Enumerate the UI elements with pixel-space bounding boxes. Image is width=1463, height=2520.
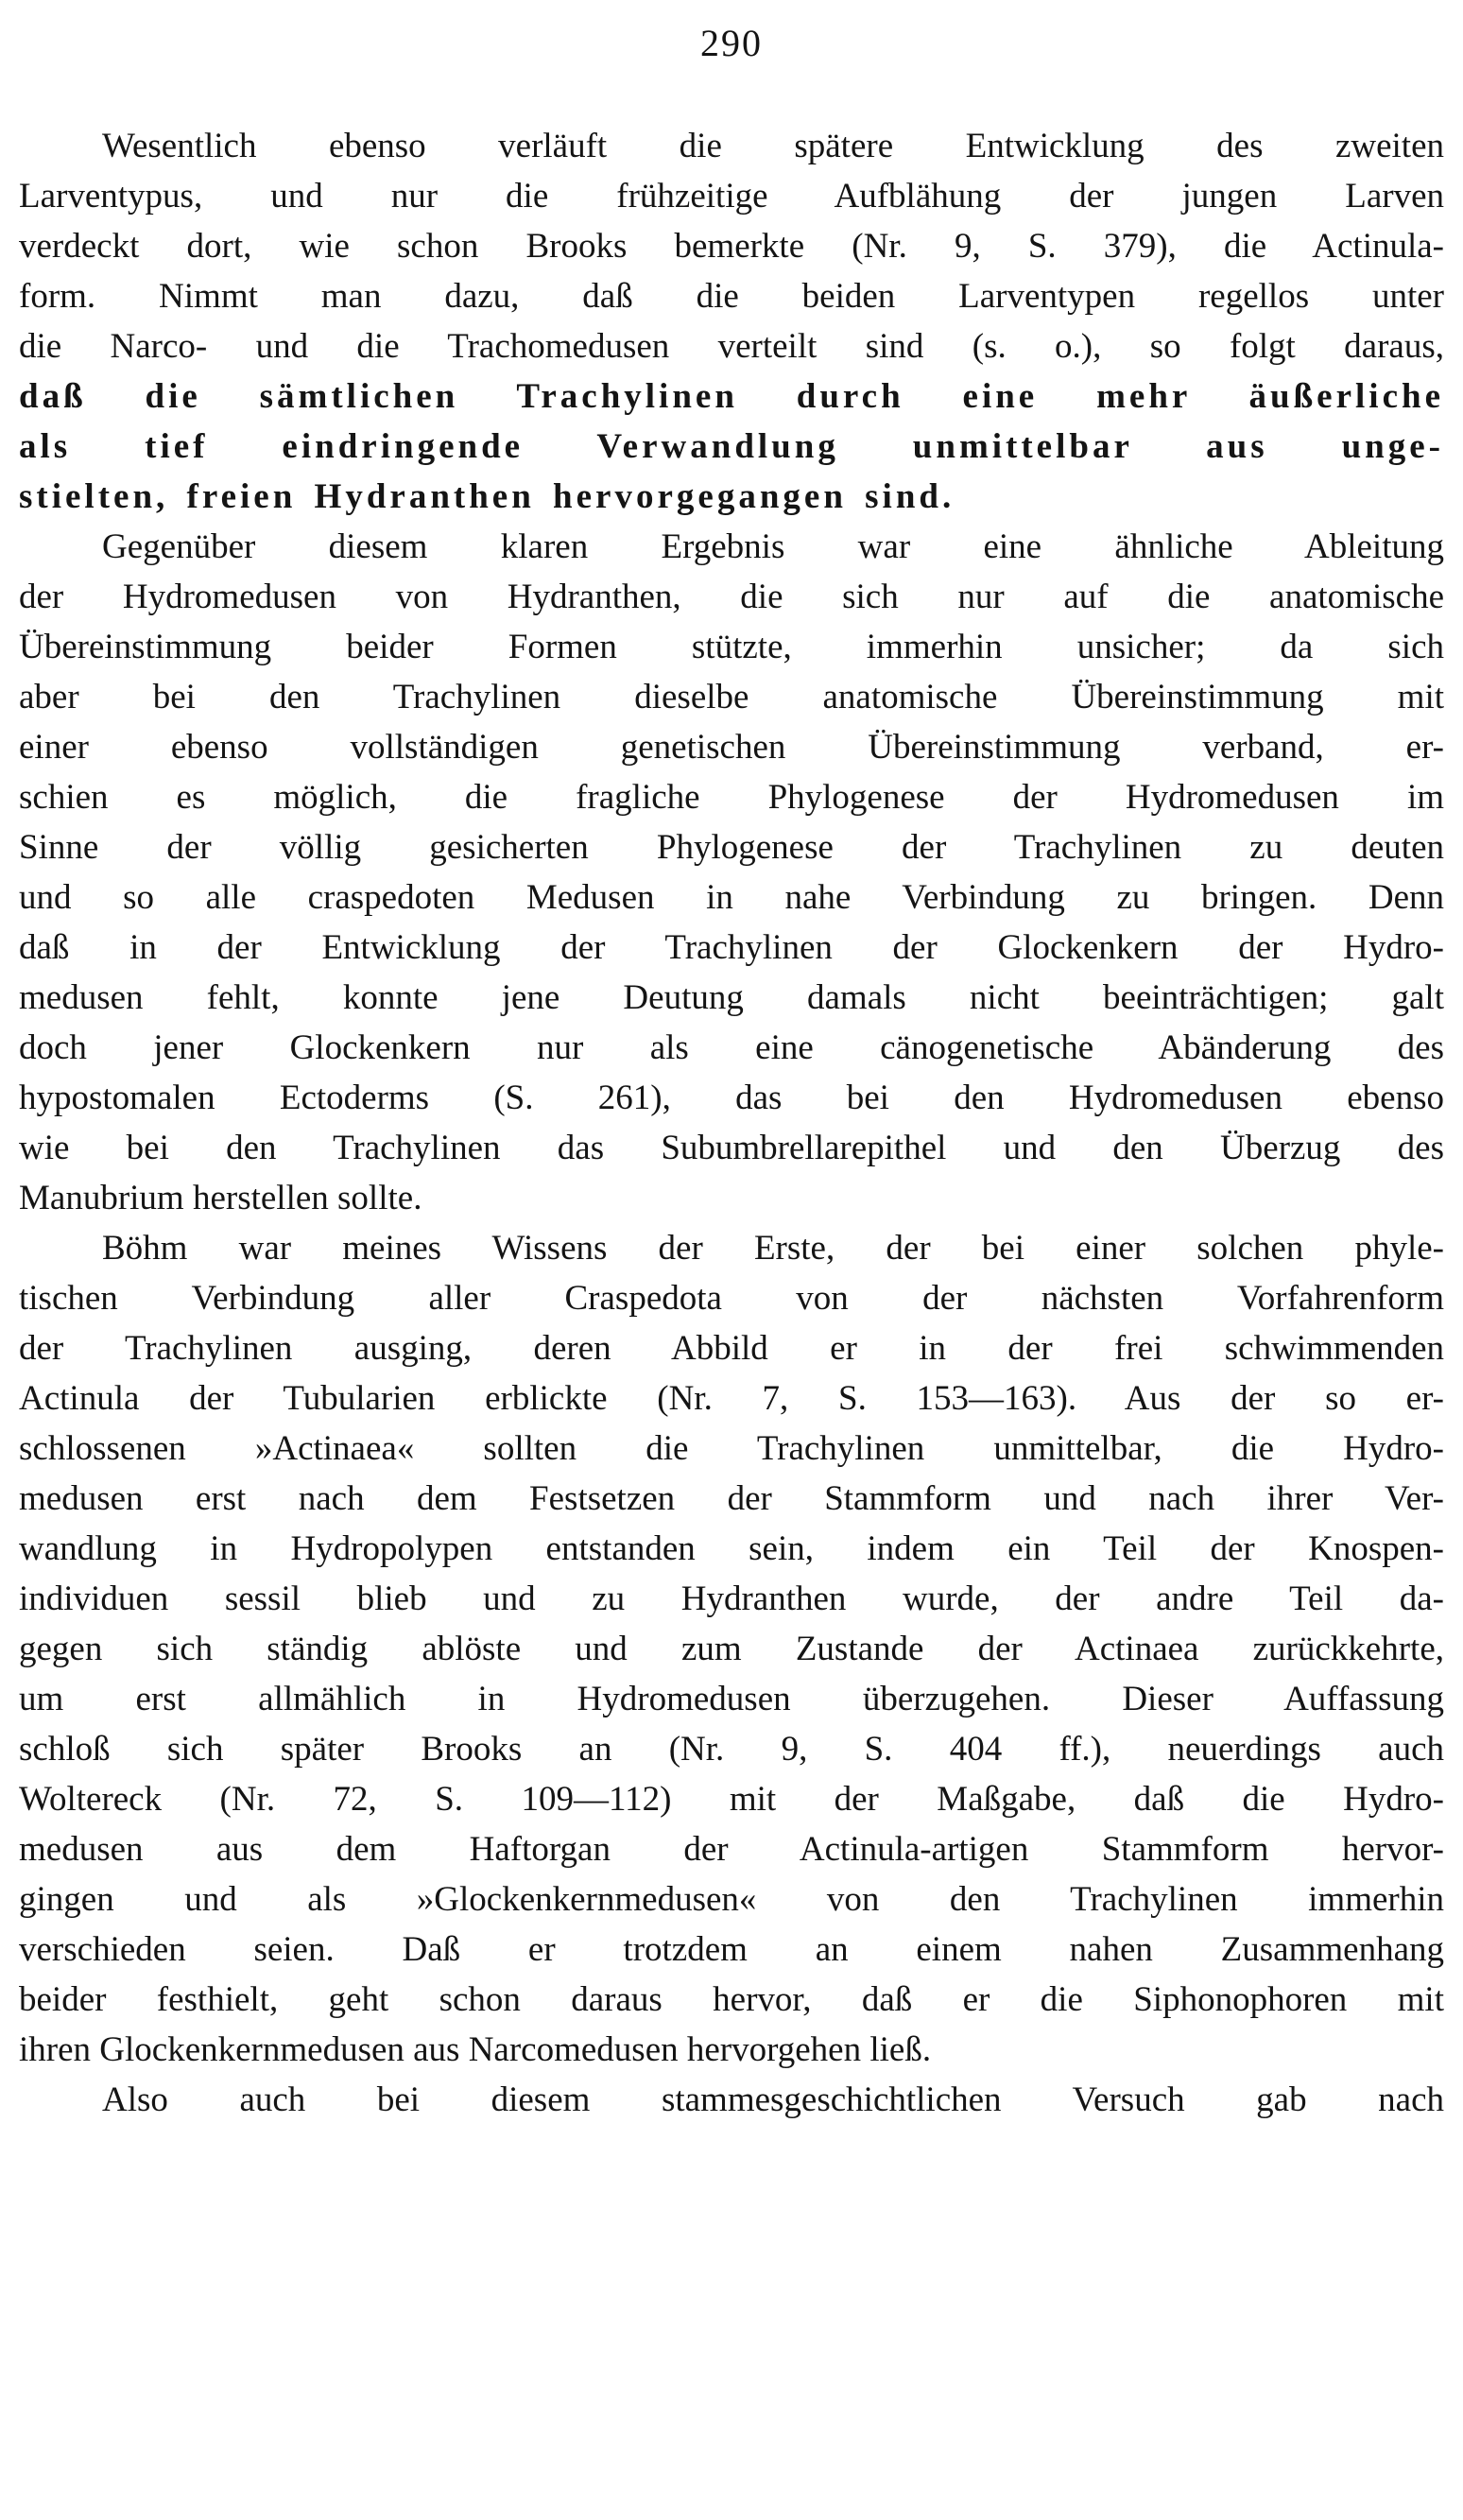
text-line: hypostomalen Ectoderms (S. 261), das bei den Hydromedusen ebenso bbox=[19, 1079, 1444, 1117]
text-line: schlossenen »Actinaea« sollten die Trachylinen unmittelbar, die Hydro- bbox=[19, 1429, 1444, 1468]
text-line: daß in der Entwicklung der Trachylinen der Glockenkern der Hydro- bbox=[19, 928, 1444, 967]
page-number: 290 bbox=[700, 22, 763, 64]
text-line: gingen und als »Glockenkernmedusen« von den Trachylinen immerhin bbox=[19, 1880, 1444, 1919]
text-line: um erst allmählich in Hydromedusen überzugehen. Dieser Auffassung bbox=[19, 1680, 1444, 1718]
text-line: wie bei den Trachylinen das Subumbrellarepithel und den Überzug des bbox=[19, 1129, 1444, 1167]
text-line: ihren Glockenkernmedusen aus Narcomedusen hervorgehen ließ. bbox=[19, 2030, 932, 2069]
emphasized-line: als tief eindringende Verwandlung unmittelbar aus unge- bbox=[19, 427, 1444, 466]
text-line: Woltereck (Nr. 72, S. 109—112) mit der Maßgabe, daß die Hydro- bbox=[19, 1780, 1444, 1819]
body-text bbox=[19, 121, 1444, 2125]
text-line: die Narco- und die Trachomedusen verteilt sind (s. o.), so folgt daraus, bbox=[19, 327, 1444, 366]
text-line: Actinula der Tubularien erblickte (Nr. 7, S. 153—163). Aus der so er- bbox=[19, 1379, 1444, 1418]
text-line: individuen sessil blieb und zu Hydranthen wurde, der andre Teil da- bbox=[19, 1579, 1444, 1618]
text-line: verschieden seien. Daß er trotzdem an einem nahen Zusammenhang bbox=[19, 1930, 1444, 1969]
text-line: aber bei den Trachylinen dieselbe anatomische Übereinstimmung mit bbox=[19, 678, 1444, 716]
text-line: medusen erst nach dem Festsetzen der Stammform und nach ihrer Ver- bbox=[19, 1479, 1444, 1518]
text-line: Gegenüber diesem klaren Ergebnis war eine ähnliche Ableitung bbox=[102, 527, 1444, 566]
text-line: beider festhielt, geht schon daraus hervor, daß er die Siphonophoren mit bbox=[19, 1980, 1444, 2019]
text-line: Wesentlich ebenso verläuft die spätere Entwicklung des zweiten bbox=[102, 127, 1444, 165]
emphasized-line: stielten, freien Hydranthen hervorgegangen sind. bbox=[19, 477, 955, 516]
text-line: tischen Verbindung aller Craspedota von der nächsten Vorfahrenform bbox=[19, 1279, 1444, 1318]
text-line: einer ebenso vollständigen genetischen Übereinstimmung verband, er- bbox=[19, 728, 1444, 767]
text-line: schloß sich später Brooks an (Nr. 9, S. 404 ff.), neuerdings auch bbox=[19, 1730, 1444, 1769]
text-line: verdeckt dort, wie schon Brooks bemerkte (Nr. 9, S. 379), die Actinula- bbox=[19, 227, 1444, 266]
text-line: Also auch bei diesem stammesgeschichtlichen Versuch gab nach bbox=[102, 2080, 1444, 2119]
text-line: medusen fehlt, konnte jene Deutung damals nicht beeinträchtigen; galt bbox=[19, 978, 1444, 1017]
text-line: Sinne der völlig gesicherten Phylogenese der Trachylinen zu deuten bbox=[19, 828, 1444, 867]
text-line: schien es möglich, die fragliche Phylogenese der Hydromedusen im bbox=[19, 778, 1444, 817]
text-line: wandlung in Hydropolypen entstanden sein, indem ein Teil der Knospen- bbox=[19, 1529, 1444, 1568]
text-line: der Hydromedusen von Hydranthen, die sich nur auf die anatomische bbox=[19, 578, 1444, 616]
text-line: form. Nimmt man dazu, daß die beiden Larventypen regellos unter bbox=[19, 277, 1444, 316]
text-line: Manubrium herstellen sollte. bbox=[19, 1179, 422, 1217]
text-line: der Trachylinen ausging, deren Abbild er in der frei schwimmenden bbox=[19, 1329, 1444, 1368]
text-line: Übereinstimmung beider Formen stützte, immerhin unsicher; da sich bbox=[19, 628, 1444, 666]
text-line: Larventypus, und nur die frühzeitige Aufblähung der jungen Larven bbox=[19, 177, 1444, 216]
text-line: medusen aus dem Haftorgan der Actinula-artigen Stammform hervor- bbox=[19, 1830, 1444, 1869]
text-line: doch jener Glockenkern nur als eine cänogenetische Abänderung des bbox=[19, 1028, 1444, 1067]
text-line: gegen sich ständig ablöste und zum Zustande der Actinaea zurückkehrte, bbox=[19, 1630, 1444, 1668]
text-line: und so alle craspedoten Medusen in nahe Verbindung zu bringen. Denn bbox=[19, 878, 1444, 917]
emphasized-line: daß die sämtlichen Trachylinen durch eine mehr äußerliche bbox=[19, 377, 1444, 416]
text-line: Böhm war meines Wissens der Erste, der bei einer solchen phyle- bbox=[102, 1229, 1444, 1268]
